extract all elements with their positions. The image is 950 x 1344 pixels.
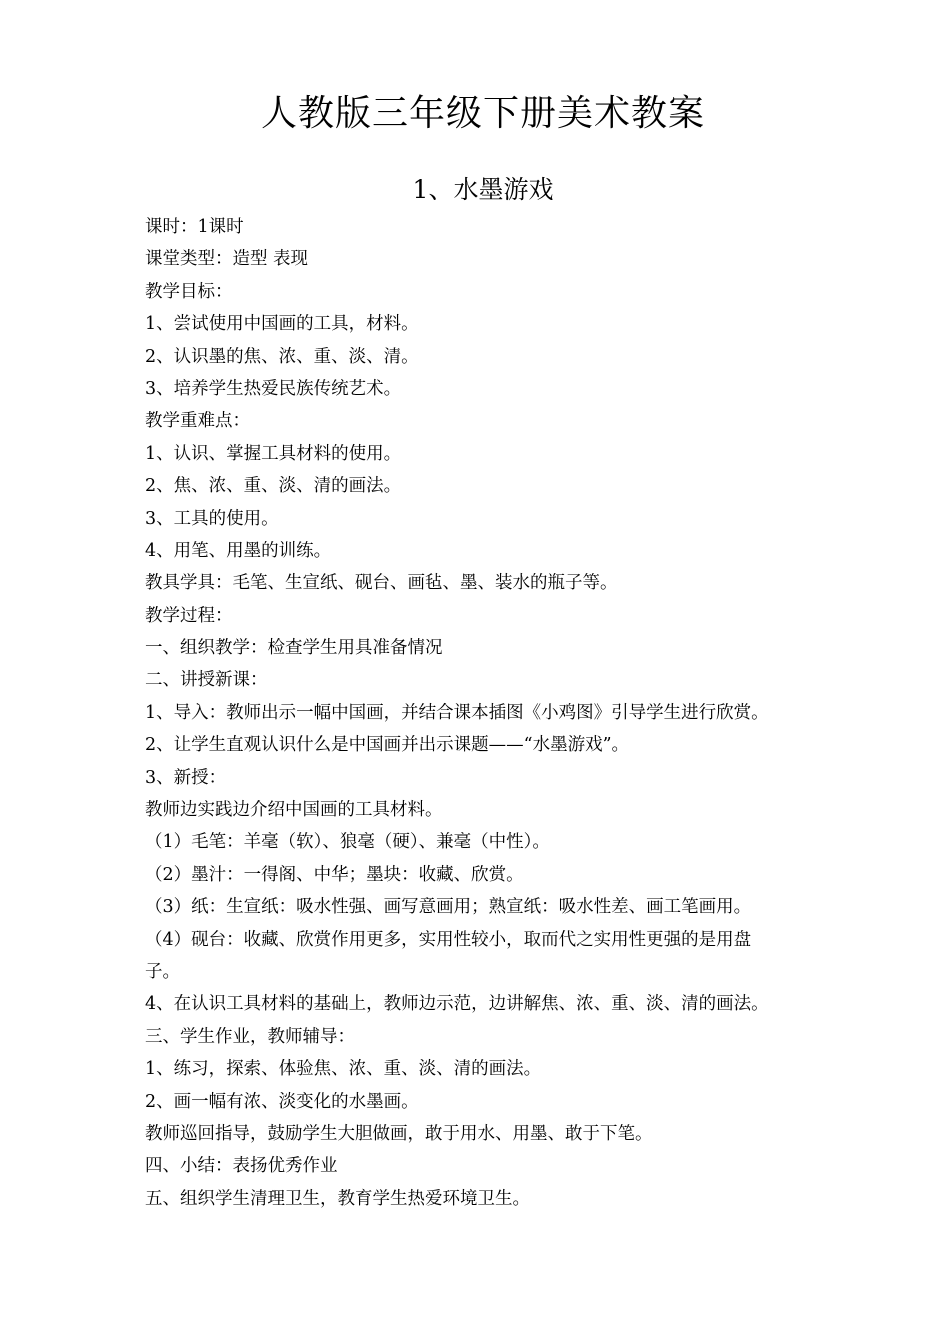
section-heading-objectives: 教学目标：: [145, 281, 233, 302]
material-item: （2）墨汁：一得阁、中华；墨块：收藏、欣赏。: [145, 864, 524, 885]
assignment-item: 1、练习，探索、体验焦、浓、重、淡、清的画法。: [145, 1059, 542, 1080]
material-item-continued: 子。: [145, 961, 180, 982]
process-step: 四、小结：表扬优秀作业: [145, 1156, 338, 1177]
class-hours: 课时：1课时: [145, 217, 244, 237]
teaching-materials: 教具学具：毛笔、生宣纸、砚台、画毡、墨、装水的瓶子等。: [145, 573, 618, 594]
lesson-title: 1、水墨游戏: [412, 175, 554, 204]
assignment-item: 2、画一幅有浓、淡变化的水墨画。: [145, 1091, 419, 1112]
document-title: 人教版三年级下册美术教案: [260, 93, 705, 134]
key-point-item: 4、用笔、用墨的训练。: [145, 540, 332, 561]
process-text: 教师边实践边介绍中国画的工具材料。: [145, 800, 443, 821]
section-heading-key-points: 教学重难点：: [145, 411, 250, 432]
key-point-item: 2、焦、浓、重、淡、清的画法。: [145, 476, 402, 497]
material-item: （3）纸：生宣纸：吸水性强、画写意画用；熟宣纸：吸水性差、画工笔画用。: [145, 897, 752, 918]
objective-item: 2、认识墨的焦、浓、重、淡、清。: [145, 346, 419, 367]
material-item: （1）毛笔：羊毫（软）、狼毫（硬）、兼毫（中性）。: [145, 832, 550, 853]
objective-item: 1、尝试使用中国画的工具，材料。: [145, 314, 419, 335]
process-step: 一、组织教学：检查学生用具准备情况: [145, 638, 443, 659]
lesson-body: [145, 211, 825, 1215]
process-item: 3、新授：: [145, 767, 227, 788]
process-text: 教师巡回指导，鼓励学生大胆做画，敢于用水、用墨、敢于下笔。: [145, 1123, 653, 1144]
process-step: 三、学生作业，教师辅导：: [145, 1026, 355, 1047]
process-item: 4、在认识工具材料的基础上，教师边示范，边讲解焦、浓、重、淡、清的画法。: [145, 994, 769, 1015]
key-point-item: 3、工具的使用。: [145, 508, 279, 529]
process-item: 2、让学生直观认识什么是中国画并出示课题——“水墨游戏”。: [145, 735, 630, 756]
process-item: 1、导入：教师出示一幅中国画，并结合课本插图《小鸡图》引导学生进行欣赏。: [145, 702, 769, 723]
material-item: （4）砚台：收藏、欣赏作用更多，实用性较小，取而代之实用性更强的是用盘: [145, 929, 752, 950]
section-heading-process: 教学过程：: [145, 605, 233, 626]
objective-item: 3、培养学生热爱民族传统艺术。: [145, 378, 402, 399]
process-step: 二、讲授新课：: [145, 670, 268, 691]
key-point-item: 1、认识、掌握工具材料的使用。: [145, 443, 402, 464]
lesson-type: 课堂类型：造型 表现: [145, 249, 309, 270]
process-step: 五、组织学生清理卫生，教育学生热爱环境卫生。: [145, 1188, 530, 1209]
